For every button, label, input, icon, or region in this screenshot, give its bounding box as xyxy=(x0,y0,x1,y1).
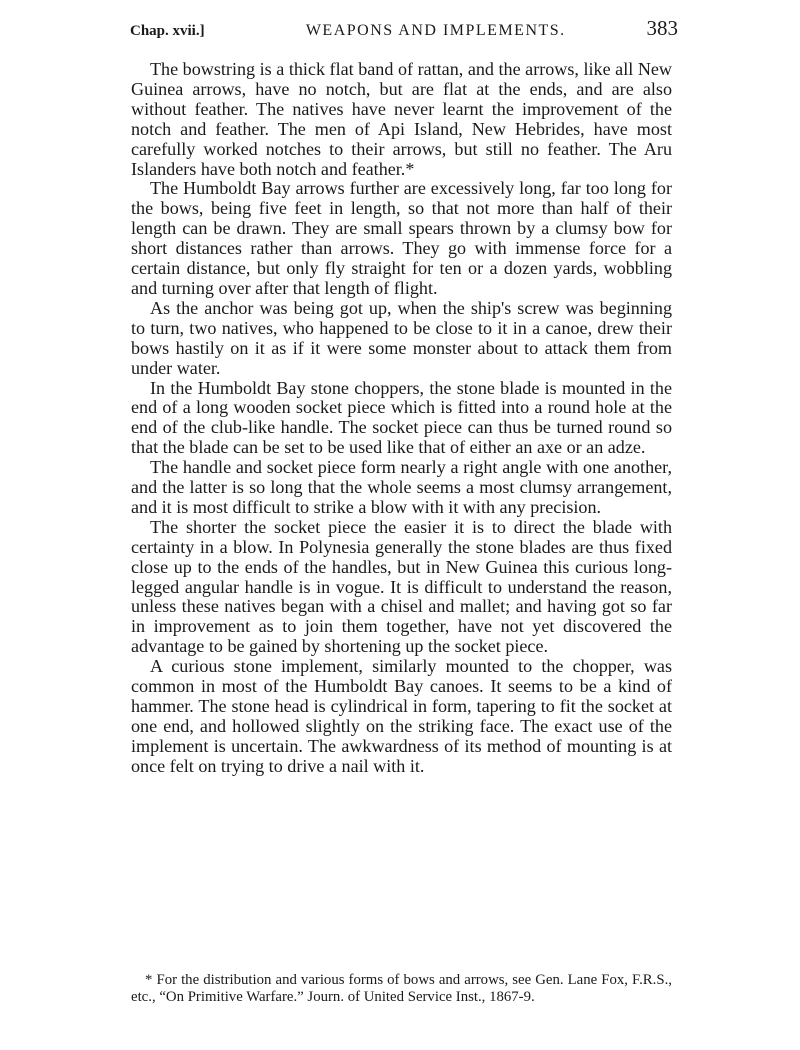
paragraph-stone-choppers: In the Humboldt Bay stone choppers, the stone blade is mounted in the end of a long wooden socket piece which is fitted into a round hole at the end of the club-like handle. The socket piece can thus be turned round so that the blade can be set to be used like that of either an axe or an adze. xyxy=(131,377,672,458)
paragraph-anchor: As the anchor was being got up, when the ship's screw was beginning to turn, two natives, who happened to be close to it in a canoe, drew their bows hastily on it as if it were some monster about to attack them from under water. xyxy=(131,297,672,378)
paragraph-shorter-socket: The shorter the socket piece the easier it is to direct the blade with certainty in a blow. In Polynesia generally the stone blades are thus fixed close up to the ends of the handles, but in New Guinea this curious long-legged angular handle is in vogue. It is difficult to understand the reason, unless these natives began with a chisel and mallet; and having got so far in improvement as to join them together, have not yet discovered the advantage to be gained by shortening up the socket piece. xyxy=(131,516,672,657)
paragraph-bowstring: The bowstring is a thick flat band of rattan, and the arrows, like all New Guinea arrows, have no notch, but are flat at the ends, and are also without feather. The natives have never learnt the improvement of the notch and feather. The men of Api Island, New Hebrides, have most carefully worked notches to their arrows, but still no feather. The Aru Islanders have both notch and feather.* xyxy=(131,59,672,179)
running-head xyxy=(130,16,678,46)
footnote-text: * For the distribution and various forms of bows and arrows, see Gen. Lane Fox, F.R.S., etc., “On Primitive Warfare.” Journ. of United Service Inst., 1867-9. xyxy=(131,972,672,1005)
body-text xyxy=(131,60,672,777)
paragraph-stone-implement: A curious stone implement, similarly mounted to the chopper, was common in most of the Humboldt Bay canoes. It seems to be a kind of hammer. The stone head is cylindrical in form, tapering to fit the socket at one end, and hollowed slightly on the striking face. The exact use of the implement is uncertain. The awkwardness of its method of mounting is at once felt on trying to drive a nail with it. xyxy=(131,656,672,776)
running-title: WEAPONS AND IMPLEMENTS. xyxy=(305,22,566,39)
footnote xyxy=(131,972,672,1006)
page-number: 383 xyxy=(646,16,678,40)
chapter-label: Chap. xvii.] xyxy=(130,23,205,39)
paragraph-arrows-length: The Humboldt Bay arrows further are excessively long, far too long for the bows, being five feet in length, so that not more than half of their length can be drawn. They are small spears thrown by a clumsy bow for short distances rather than arrows. They go with immense force for a certain distance, but only fly straight for ten or a dozen yards, wobbling and turning over after that length of flight. xyxy=(131,178,672,298)
paragraph-handle-socket: The handle and socket piece form nearly a right angle with one another, and the latter is so long that the whole seems a most clumsy arrangement, and it is most difficult to strike a blow with it with any precision. xyxy=(131,457,672,517)
